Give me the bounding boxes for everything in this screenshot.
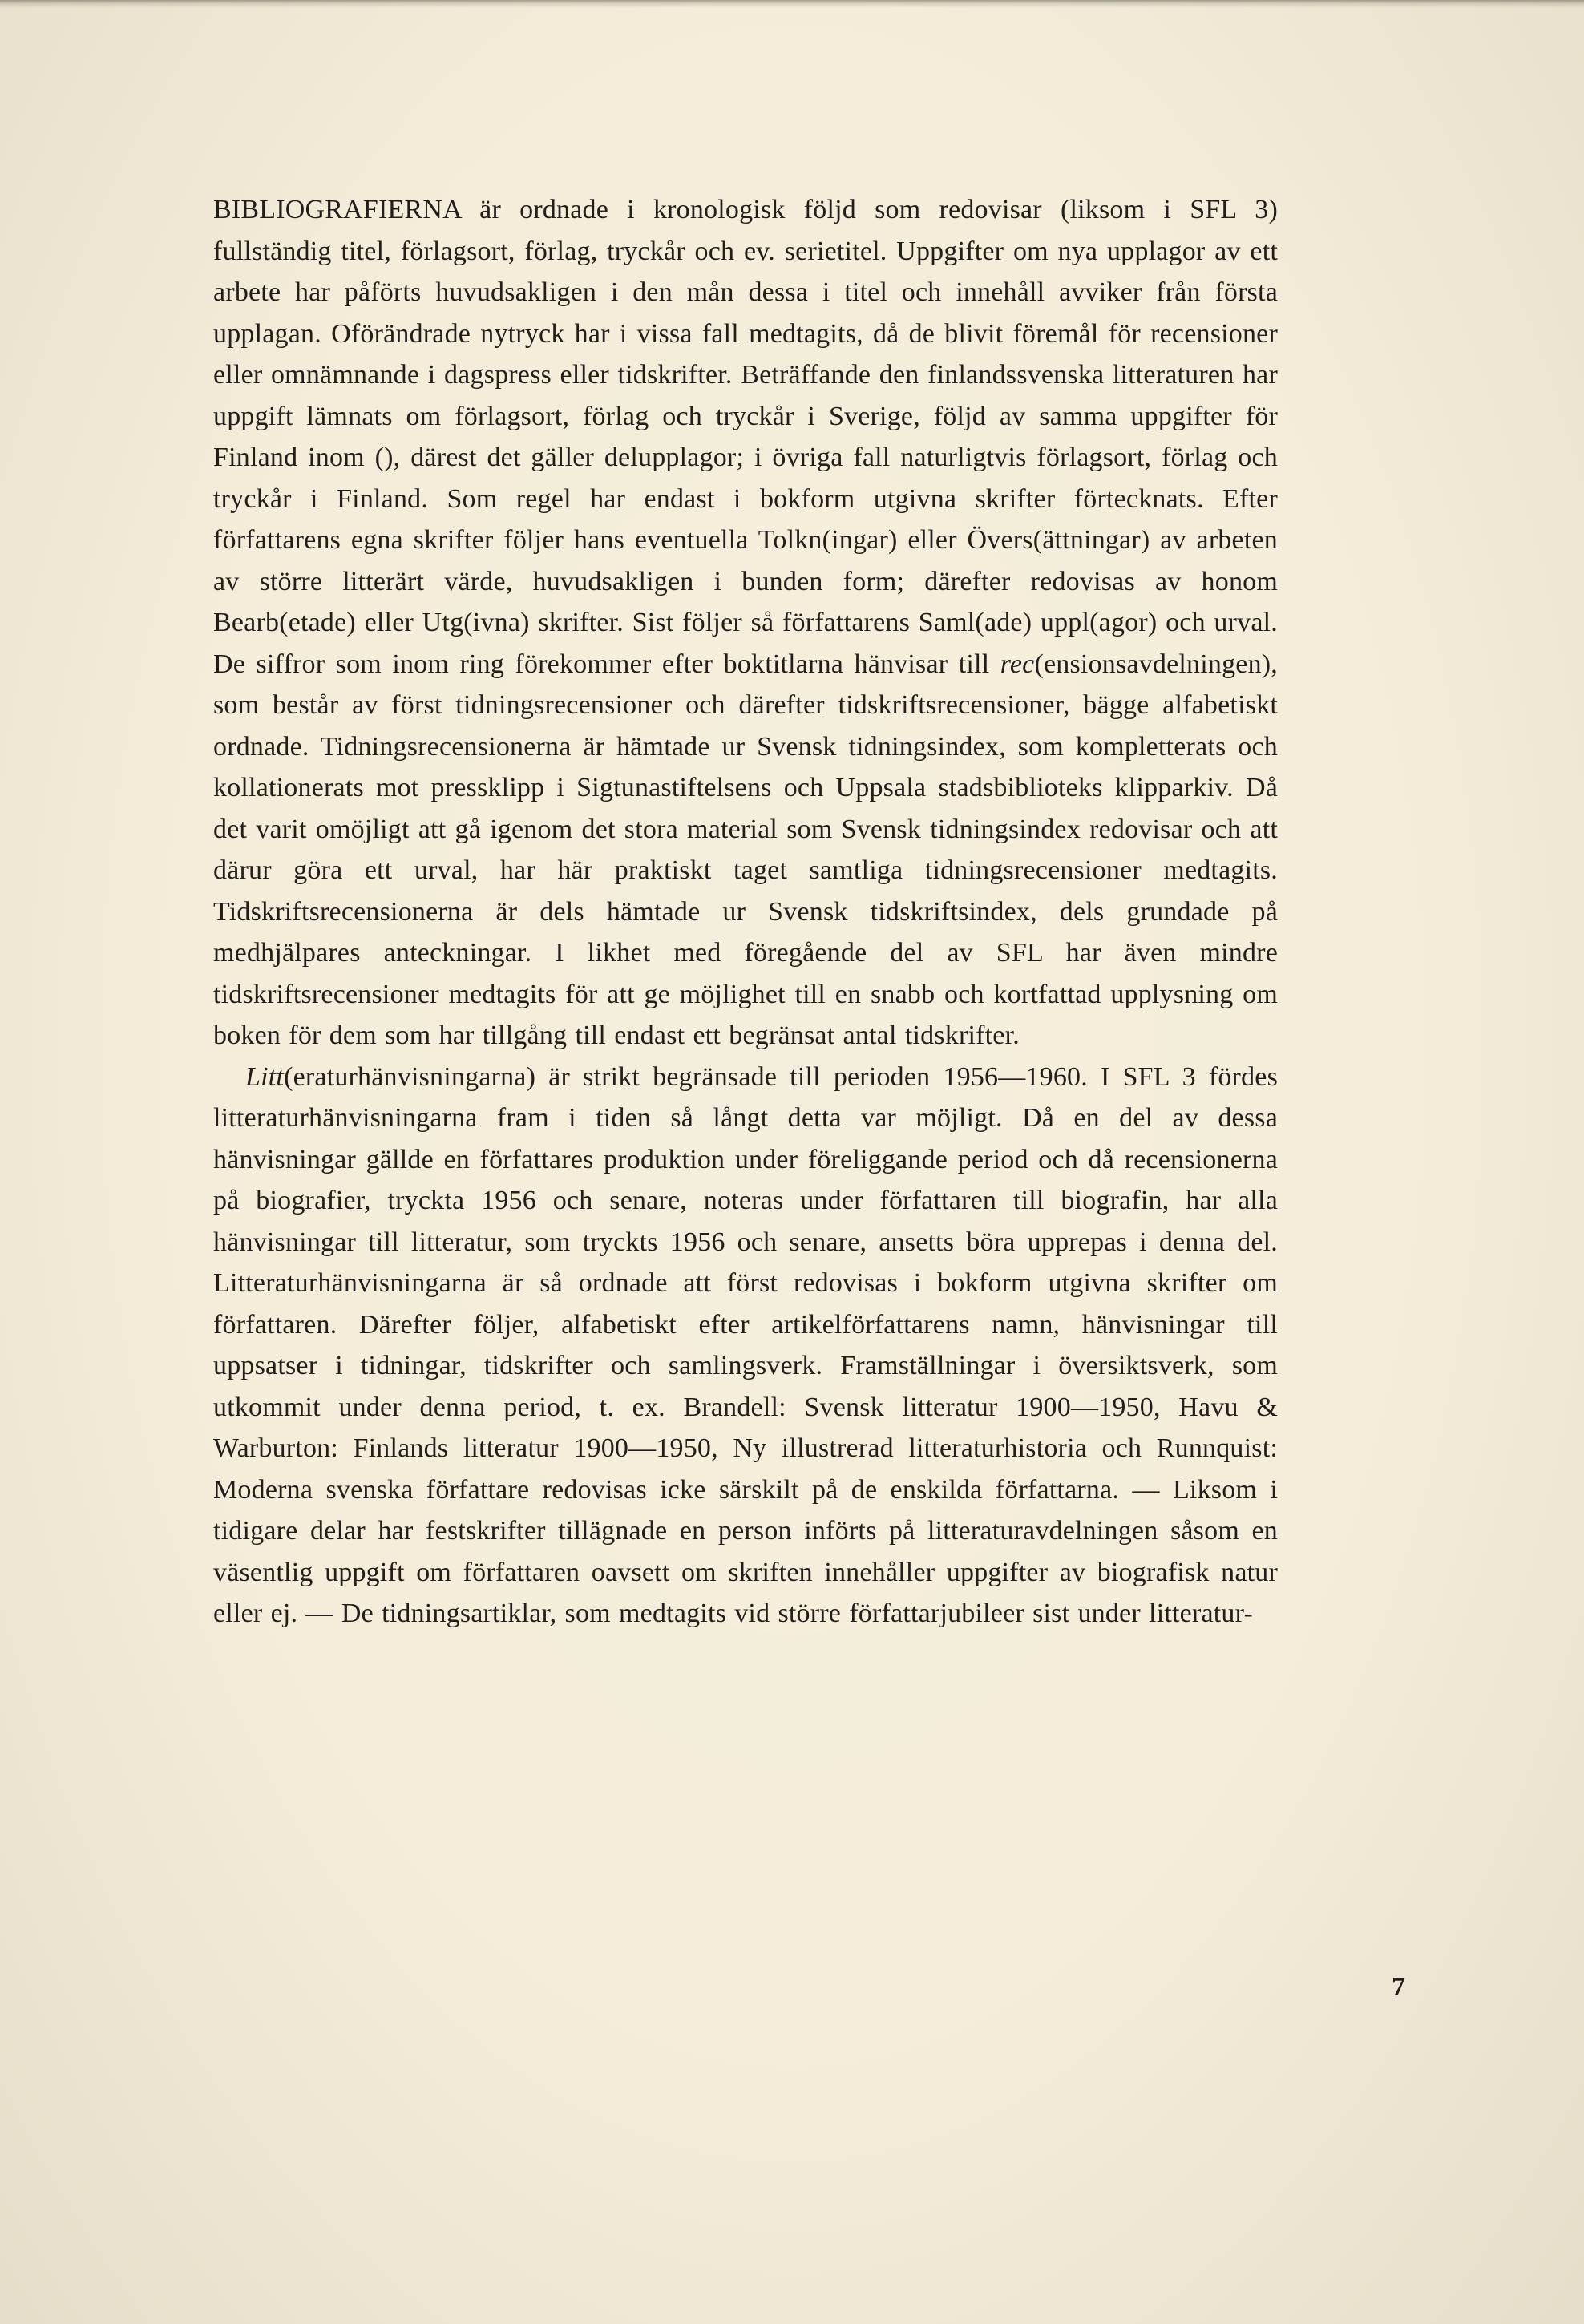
paragraph bbox=[213, 189, 1278, 1057]
page-number: 7 bbox=[1392, 1972, 1405, 2002]
italic-text-segment: rec bbox=[1000, 649, 1035, 679]
text-segment: (ensionsavdelningen), som består av först tidningsrecensioner och därefter tidskriftsrecensioner, bägge alfabetiskt ordnade. Tidningsrecensionerna är hämtade ur Svensk tidningsindex, som kompletterats och kollationerats mot pressklipp i Sigtunastiftelsens och Uppsala stadsbiblioteks klipparkiv. Då det varit omöjligt att gå igenom det stora material som Svensk tidningsindex redovisar och att därur göra ett urval, har här praktiskt taget samtliga tidningsrecensioner medtagits. Tidskriftsrecensionerna är dels hämtade ur Svensk tidskriftsindex, dels grundade på medhjälpares anteckningar. I likhet med föregående del av SFL har även mindre tidskriftsrecensioner medtagits för att ge möjlighet till en snabb och kortfattad upplysning om boken för dem som har tillgång till endast ett begränsat antal tidskrifter. bbox=[213, 649, 1278, 1050]
scan-edge bbox=[0, 0, 1584, 8]
paragraph bbox=[213, 1057, 1278, 1635]
italic-text-segment: Litt bbox=[245, 1061, 285, 1092]
text-segment: (eraturhänvisningarna) är strikt begränsade till perioden 1956—1960. I SFL 3 fördes litteraturhänvisningarna fram i tiden så långt detta var möjligt. Då en del av dessa hänvisningar gällde en författares produktion under föreliggande period och då recensionerna på biografier, tryckta 1956 och senare, noteras under författaren till biografin, har alla hänvisningar till litteratur, som tryckts 1956 och senare, ansetts böra upprepas i denna del. Litteraturhänvisningarna är så ordnade att först redovisas i bokform utgivna skrifter om författaren. Därefter följer, alfabetiskt efter artikelförfattarens namn, hänvisningar till uppsatser i tidningar, tidskrifter och samlingsverk. Framställningar i översiktsverk, som utkommit under denna period, t. ex. Brandell: Svensk litteratur 1900—1950, Havu & Warburton: Finlands litteratur 1900—1950, Ny illustrerad litteraturhistoria och Runnquist: Moderna svenska författare redovisas icke särskilt på de enskilda författarna. — Liksom i tidigare delar har festskrifter tillägnade en person införts på litteraturavdelningen såsom en väsentlig uppgift om författaren oavsett om skriften innehåller uppgifter av biografisk natur eller ej. — De tidningsartiklar, som medtagits vid större författarjubileer sist under litteratur- bbox=[213, 1061, 1278, 1628]
body-text bbox=[213, 189, 1278, 1635]
text-segment: BIBLIOGRAFIERNA är ordnade i kronologisk följd som redovisar (liksom i SFL 3) fullständig titel, förlagsort, förlag, tryckår och ev. serietitel. Uppgifter om nya upplagor av ett arbete har påförts huvudsakligen i den mån dessa i titel och innehåll avviker från första upplagan. Oförändrade nytryck har i vissa fall medtagits, då de blivit föremål för recensioner eller omnämnande i dagspress eller tidskrifter. Beträffande den finlandssvenska litteraturen har uppgift lämnats om förlagsort, förlag och tryckår i Sverige, följd av samma uppgifter för Finland inom (), därest det gäller delupplagor; i övriga fall naturligtvis förlagsort, förlag och tryckår i Finland. Som regel har endast i bokform utgivna skrifter förtecknats. Efter författarens egna skrifter följer hans eventuella Tolkn(ingar) eller Övers(ättningar) av arbeten av större litterärt värde, huvudsakligen i bunden form; därefter redovisas av honom Bearb(etade) eller Utg(ivna) skrifter. Sist följer så författarens Saml(ade) uppl(agor) och urval. De siffror som inom ring förekommer efter boktitlarna hänvisar till bbox=[213, 195, 1278, 679]
